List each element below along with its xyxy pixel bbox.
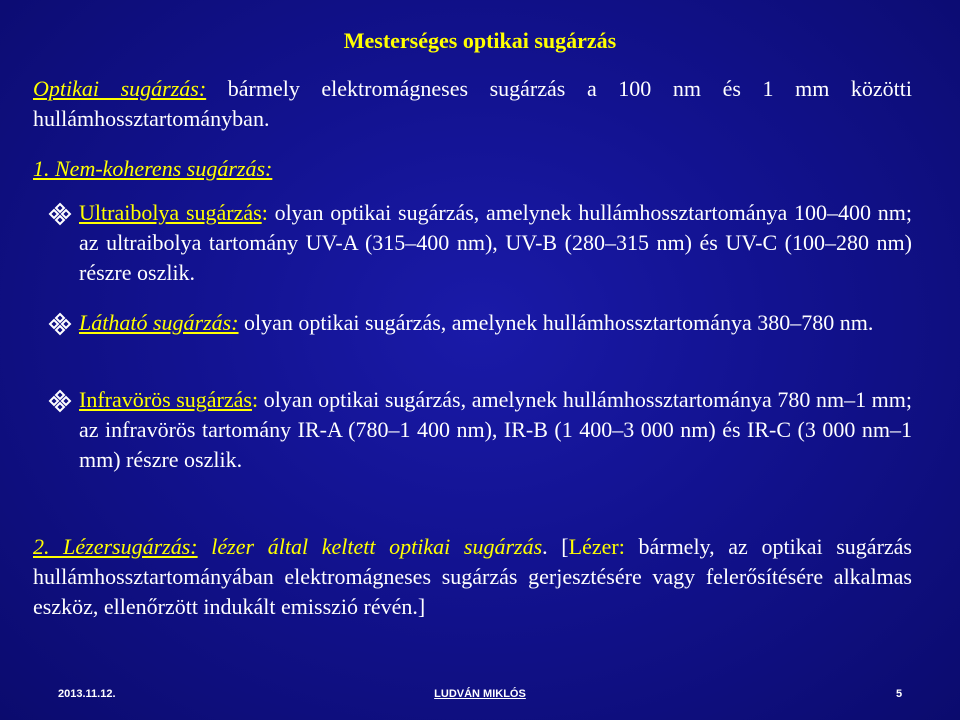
bullet-text: olyan optikai sugárzás, amelynek hullámhossztartománya 380–780 nm.: [238, 310, 874, 335]
four-diamond-bullet-icon: [48, 202, 72, 226]
laser-definition: bármely, az optikai sugárzás hullámhossztartományában elektromágneses sugárzás gerjesztésére vagy felerősítésére alkalmas eszköz, ellenőrzött indukált emisszió révén.]: [33, 534, 912, 619]
bullet-infrared: Infravörös sugárzás: olyan optikai sugárzás, amelynek hullámhossztartománya 780 nm–1 mm; az infravörös tartomány IR-A (780–1 400 nm), IR-B (1 400–3 000 nm) és IR-C (3 000 nm–1 mm) részre oszlik.: [79, 387, 913, 472]
laser-term: Lézer:: [568, 534, 625, 559]
bullet-text: olyan optikai sugárzás, amelynek hullámhossztartománya 100–400 nm; az ultraibolya tartomány UV-A (315–400 nm), UV-B (280–315 nm) és UV-C (100–280 nm) részre oszlik.: [79, 200, 912, 285]
page-number: 5: [896, 688, 903, 700]
intro-paragraph: [33, 74, 912, 134]
bullet-term: Látható sugárzás:: [79, 310, 239, 335]
intro-text: bármely elektromágneses sugárzás a 100 nm és 1 mm közötti hullámhossztartományban.: [33, 76, 912, 131]
four-diamond-bullet-icon: [48, 389, 72, 413]
intro-term: Optikai sugárzás:: [33, 76, 207, 101]
footer-author: LUDVÁN MIKLÓS: [434, 688, 526, 700]
section2-paragraph: 2. Lézersugárzás: lézer által keltett optikai sugárzás. [Lézer: bármely, az optikai sugárzás hullámhossztartományában elektromágneses sugárzás gerjesztésére vagy felerősítésére alkalmas eszköz, ellenőrzött indukált emisszió révén.]: [33, 534, 912, 619]
bullet-text: olyan optikai sugárzás, amelynek hullámhossztartománya 780 nm–1 mm; az infravörös tartomány IR-A (780–1 400 nm), IR-B (1 400–3 000 nm) és IR-C (3 000 nm–1 mm) részre oszlik.: [79, 387, 913, 472]
bullet-term: Infravörös sugárzás: [79, 387, 252, 412]
footer-date: 2013.11.12.: [58, 688, 116, 700]
four-diamond-bullet-icon: [48, 312, 72, 336]
laser-radiation-term: 2. Lézersugárzás:: [33, 534, 198, 559]
bullet-visible: [79, 308, 912, 338]
slide-title: Mesterséges optikai sugárzás: [343, 28, 617, 53]
bullet-term: Ultraibolya sugárzás: [79, 200, 262, 225]
section1-heading: 1. Nem-koherens sugárzás:: [33, 156, 273, 181]
laser-radiation-definition: lézer által keltett optikai sugárzás: [197, 534, 543, 559]
bullet-ultraviolet: Ultraibolya sugárzás: olyan optikai sugárzás, amelynek hullámhossztartománya 100–400 nm; az ultraibolya tartomány UV-A (315–400 nm), UV-B (280–315 nm) és UV-C (100–280 nm) részre oszlik.: [79, 200, 912, 285]
